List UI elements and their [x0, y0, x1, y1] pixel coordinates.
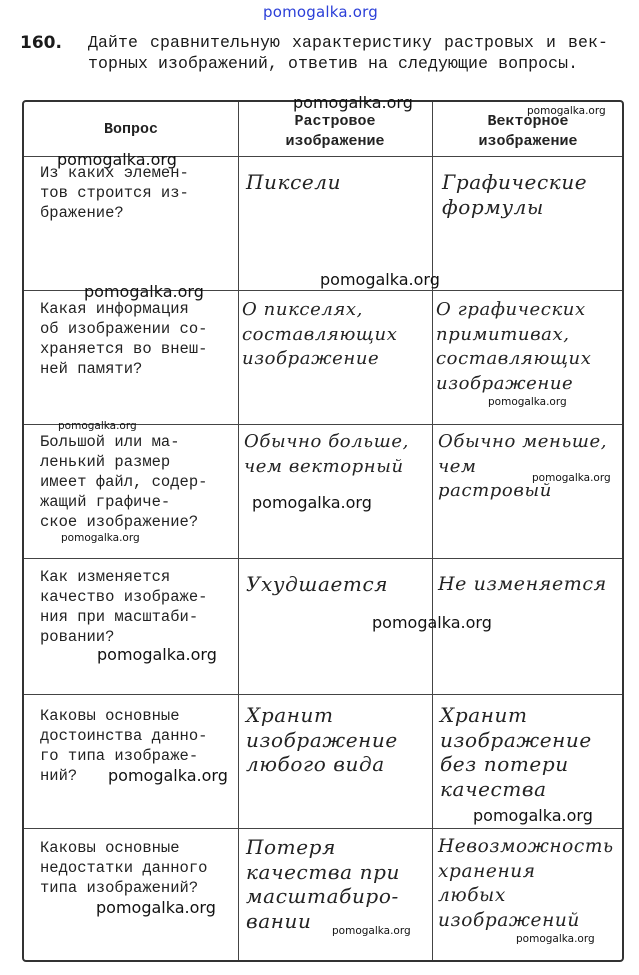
- row-6-raster-answer: Потеря качества при масштабиро- вании: [246, 835, 400, 933]
- watermark-small: pomogalka.org: [488, 396, 567, 408]
- row-4-vector-answer: Не изменяется: [438, 573, 607, 595]
- row-2-vector-answer: О графических примитивах, составляющих изображение: [436, 299, 592, 394]
- row-4-question: Как изменяется качество изображе- ния при масштаби- ровании?: [40, 568, 208, 646]
- task-statement: [88, 32, 608, 74]
- watermark-small: pomogalka.org: [61, 532, 140, 544]
- watermark-small: pomogalka.org: [58, 420, 137, 432]
- task-statement-line-2: торных изображений, ответив на следующие вопросы.: [88, 54, 579, 73]
- task-number: 160.: [20, 33, 62, 53]
- task-statement-line-1: Дайте сравнительную характеристику растровых и век-: [88, 33, 608, 52]
- watermark: pomogalka.org: [473, 806, 593, 825]
- watermark-small: pomogalka.org: [532, 472, 611, 484]
- column-divider: [238, 102, 239, 960]
- row-2-question: Какая информация об изображении со- храняется во внеш- ней памяти?: [40, 300, 208, 378]
- row-3-raster-answer: Обычно больше, чем векторный: [244, 431, 409, 477]
- header-question: Вопрос: [103, 121, 158, 138]
- row-6-vector-answer: Невозможность хранения любых изображений: [438, 836, 614, 931]
- watermark: pomogalka.org: [84, 282, 204, 301]
- header-vector: Векторное изображение: [478, 113, 578, 150]
- watermark: pomogalka.org: [108, 766, 228, 785]
- row-3-vector-answer: Обычно меньше, чем растровый: [438, 431, 608, 501]
- column-divider: [432, 102, 433, 960]
- watermark: pomogalka.org: [96, 898, 216, 917]
- row-5-raster-answer: Хранит изображение любого вида: [246, 703, 398, 776]
- row-3-question: Большой или ма- ленький размер имеет файл, содер- жащий графиче- ское изображение?: [40, 433, 208, 531]
- row-1-question: Из каких элемен- тов строится из- бражение?: [40, 164, 189, 222]
- watermark: pomogalka.org: [293, 93, 413, 112]
- row-divider: [24, 558, 622, 559]
- row-1-raster-answer: Пиксели: [246, 170, 342, 194]
- header-raster: Растровое изображение: [285, 113, 385, 150]
- row-5-question: Каковы основные достоинства данно- го типа изображе- ний?: [40, 707, 208, 785]
- watermark: pomogalka.org: [252, 493, 372, 512]
- row-4-raster-answer: Ухудшается: [246, 572, 389, 596]
- row-divider: [24, 828, 622, 829]
- row-5-vector-answer: Хранит изображение без потери качества: [440, 703, 592, 801]
- watermark: pomogalka.org: [57, 150, 177, 169]
- comparison-table: [22, 100, 624, 962]
- watermark-small: pomogalka.org: [527, 105, 606, 117]
- watermark: pomogalka.org: [320, 270, 440, 289]
- site-watermark-top[interactable]: pomogalka.org: [263, 3, 378, 21]
- watermark-small: pomogalka.org: [516, 933, 595, 945]
- watermark: pomogalka.org: [372, 613, 492, 632]
- row-2-raster-answer: О пикселях, составляющих изображение: [242, 299, 398, 369]
- row-1-vector-answer: Графические формулы: [442, 170, 588, 219]
- watermark-small: pomogalka.org: [332, 925, 411, 937]
- row-divider: [24, 694, 622, 695]
- watermark: pomogalka.org: [97, 645, 217, 664]
- row-6-question: Каковы основные недостатки данного типа изображений?: [40, 839, 208, 897]
